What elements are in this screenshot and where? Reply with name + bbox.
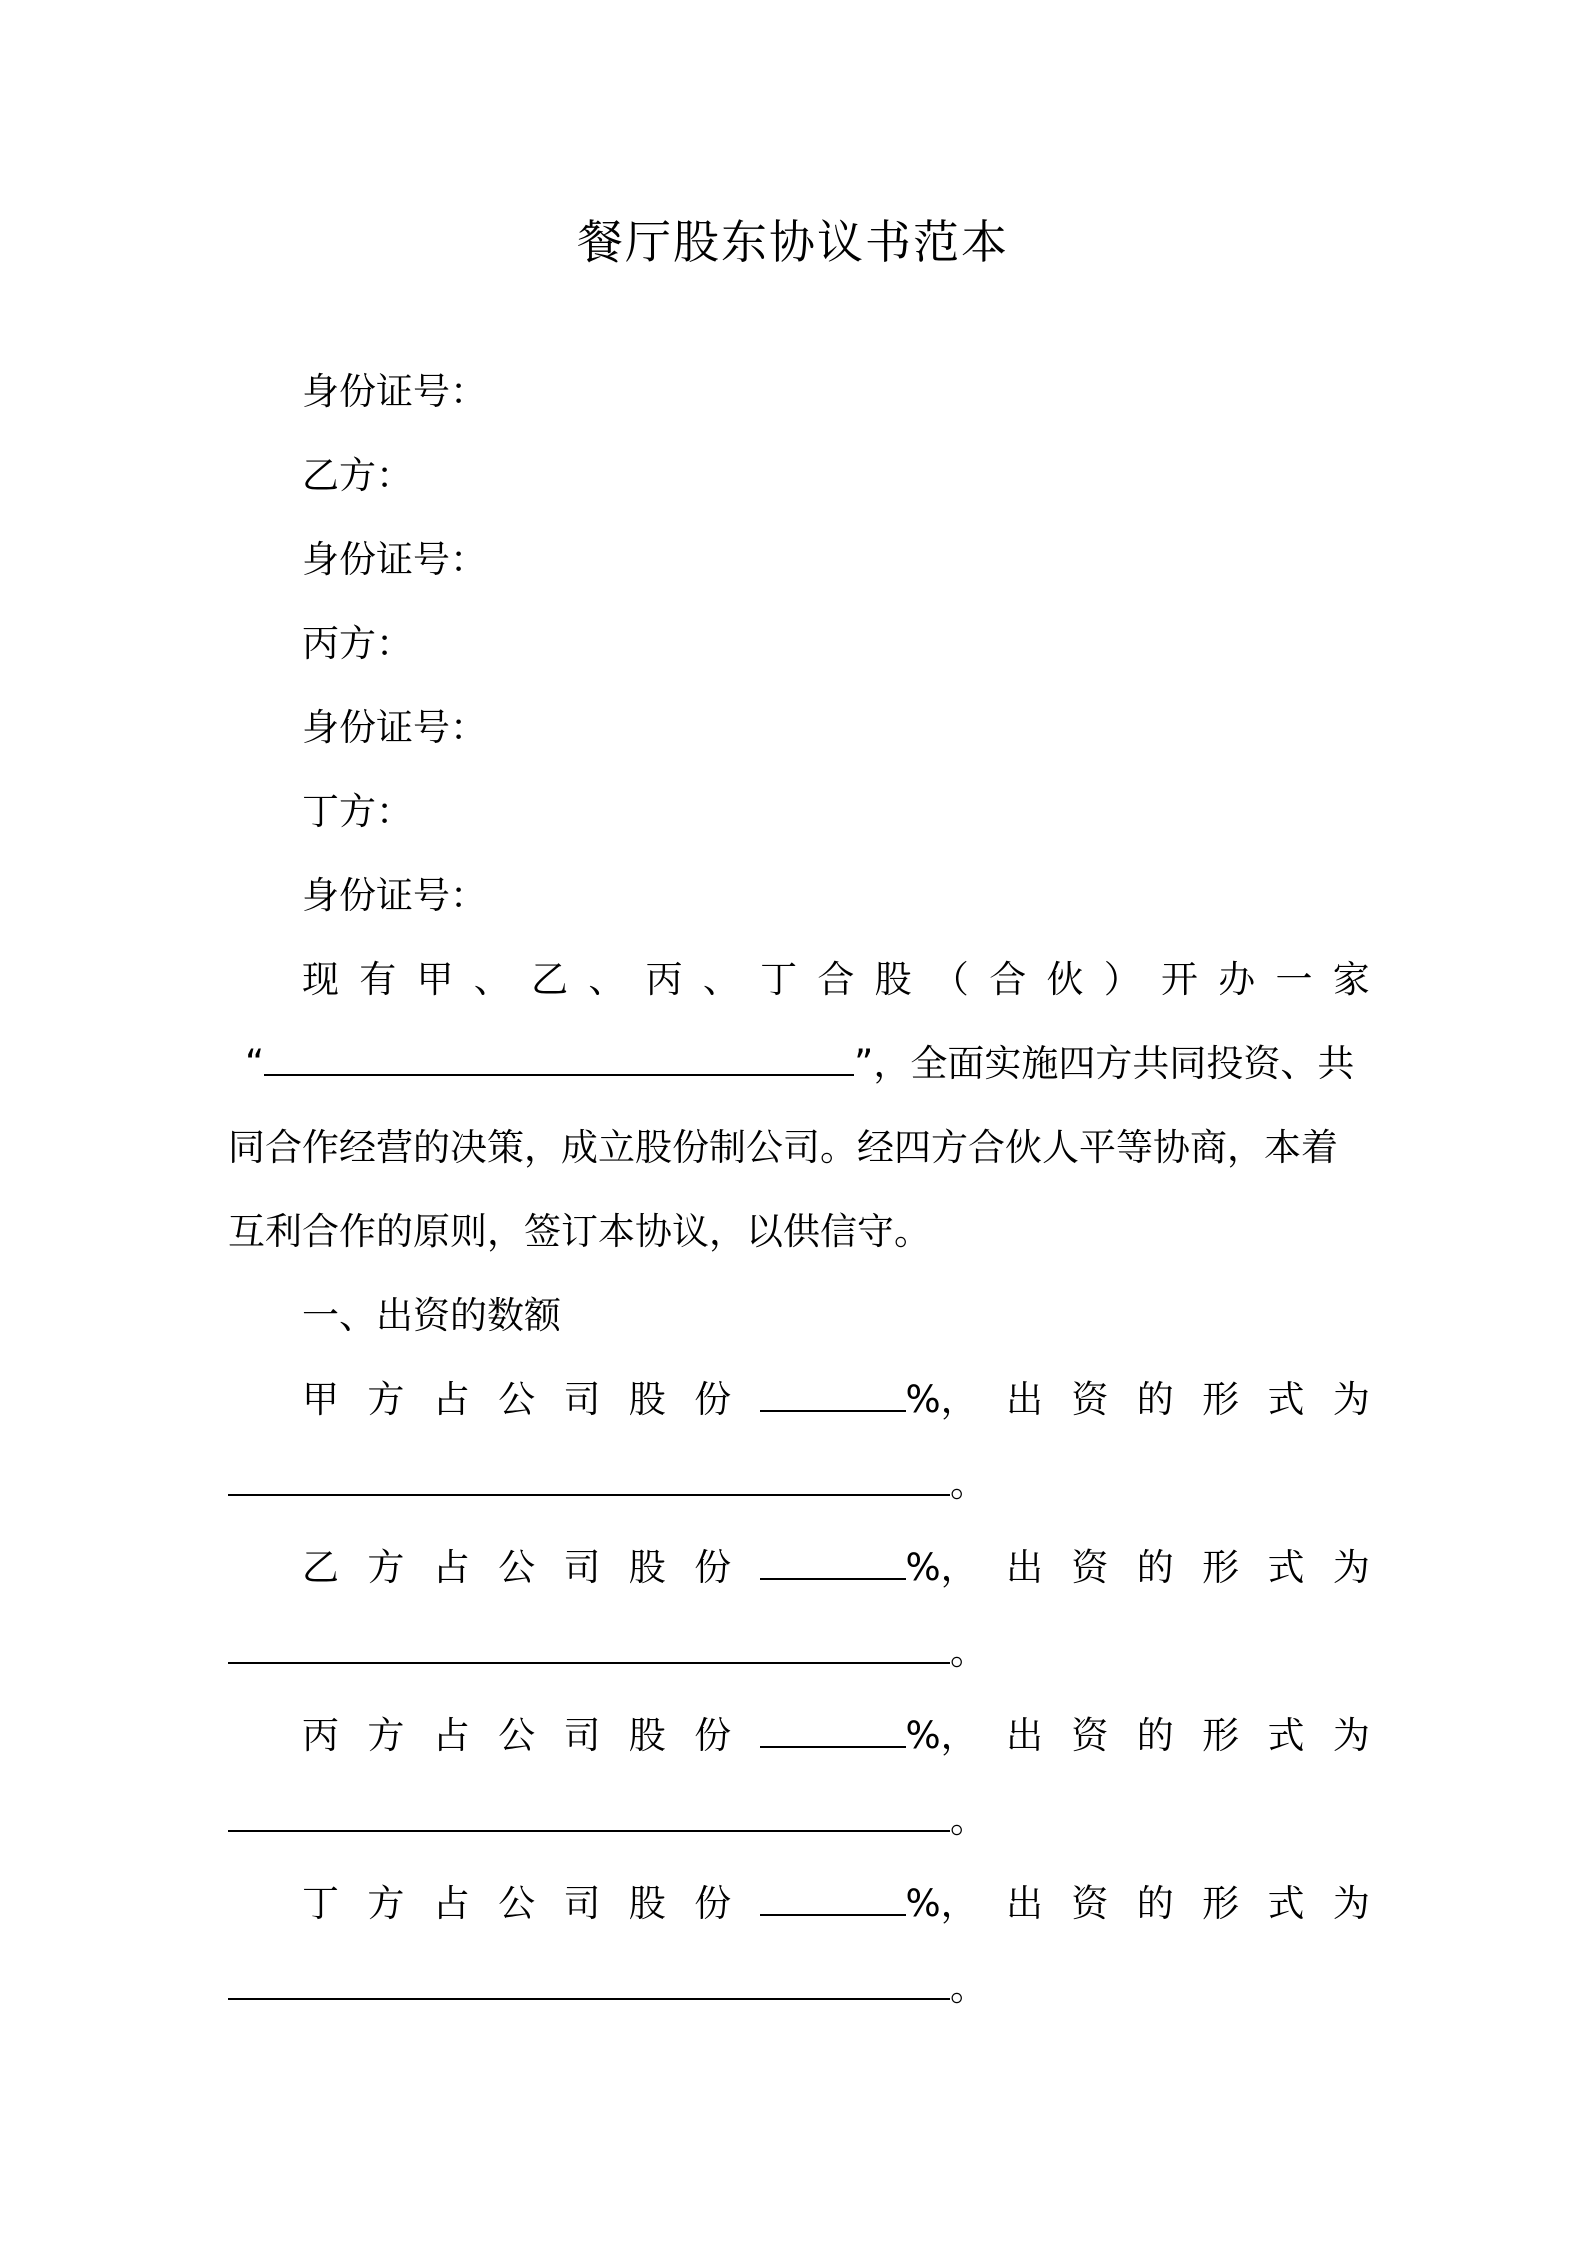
- share-row-char: 丁: [302, 1882, 339, 1925]
- share-row-char: 出: [1006, 1882, 1044, 1925]
- share-row-char: 股: [628, 1882, 666, 1925]
- share-row-char: 的: [1136, 1546, 1174, 1589]
- intro-char: 丁: [760, 958, 798, 1001]
- percent-sign: %，: [905, 1714, 978, 1757]
- share-row-char: 式: [1267, 1546, 1305, 1589]
- intro-char: 、: [473, 958, 511, 1001]
- share-row-char: 公: [498, 1714, 536, 1757]
- intro-char: （: [931, 958, 969, 1001]
- share-row-char: 司: [563, 1882, 601, 1925]
- percent-field: [760, 1880, 978, 1928]
- share-row-char: 司: [563, 1378, 601, 1421]
- share-row-char: 股: [628, 1546, 666, 1589]
- share-row-char: 份: [694, 1882, 732, 1925]
- contribution-form-blank[interactable]: [228, 1800, 950, 1832]
- share-row-char: 份: [694, 1546, 732, 1589]
- intro-char: 办: [1218, 958, 1256, 1001]
- percent-blank[interactable]: [760, 1380, 906, 1412]
- percent-field: [760, 1544, 978, 1592]
- share-row-char: 份: [694, 1378, 732, 1421]
- intro-char: 甲: [416, 958, 454, 1001]
- intro-char: ）: [1103, 958, 1141, 1001]
- share-row-char: 方: [367, 1546, 405, 1589]
- share-row-char: 方: [367, 1714, 405, 1757]
- intro-char: 丙: [645, 958, 683, 1001]
- share-row-char: 的: [1136, 1714, 1174, 1757]
- share-row-char: 司: [563, 1546, 601, 1589]
- intro-char: 合: [817, 958, 855, 1001]
- restaurant-name-blank[interactable]: [264, 1040, 854, 1076]
- intro-line-4: 互利合作的原则，签订本协议，以供信守。: [228, 1210, 931, 1253]
- party-id-label: 身份证号：: [302, 874, 487, 917]
- share-row-char: 式: [1267, 1378, 1305, 1421]
- share-row-char: 司: [563, 1714, 601, 1757]
- share-row-char: 占: [432, 1546, 470, 1589]
- party-id-label: 身份证号：: [302, 706, 487, 749]
- share-row-char: 甲: [302, 1378, 339, 1421]
- share-row-char: 出: [1006, 1378, 1044, 1421]
- party-id-label: 身份证号：: [302, 370, 487, 413]
- contribution-form-line: [228, 1628, 987, 1676]
- share-row-char: 形: [1202, 1882, 1240, 1925]
- contribution-form-line: [228, 1796, 987, 1844]
- share-row-char: 占: [432, 1714, 470, 1757]
- contribution-form-blank[interactable]: [228, 1632, 950, 1664]
- percent-sign: %，: [905, 1378, 978, 1421]
- page-title: 餐厅股东协议书范本: [577, 215, 1009, 269]
- share-row-char: 公: [498, 1882, 536, 1925]
- contribution-form-line: [228, 1964, 987, 2012]
- share-row-char: 为: [1332, 1714, 1370, 1757]
- party-d-label: 丁方：: [302, 790, 413, 833]
- intro-char: 现: [302, 958, 339, 1001]
- percent-sign: %，: [905, 1546, 978, 1589]
- percent-blank[interactable]: [760, 1884, 906, 1916]
- share-row-char: 方: [367, 1882, 405, 1925]
- share-row-char: 出: [1006, 1714, 1044, 1757]
- intro-line-3: 同合作经营的决策，成立股份制公司。经四方合伙人平等协商，本着: [228, 1126, 1338, 1169]
- share-row-char: 资: [1071, 1378, 1109, 1421]
- share-row: [302, 1376, 1370, 1424]
- intro-char: 、: [588, 958, 626, 1001]
- share-row-char: 式: [1267, 1714, 1305, 1757]
- party-id-label: 身份证号：: [302, 538, 487, 581]
- period: 。: [950, 1798, 987, 1841]
- intro-char: 开: [1160, 958, 1198, 1001]
- share-row: [302, 1544, 1370, 1592]
- percent-sign: %，: [905, 1882, 978, 1925]
- share-row: [302, 1880, 1370, 1928]
- share-row-char: 份: [694, 1714, 732, 1757]
- intro-line-2-text: ”，全面实施四方共同投资、共: [854, 1042, 1355, 1085]
- share-row-char: 的: [1136, 1882, 1174, 1925]
- intro-char: 家: [1332, 958, 1370, 1001]
- share-row-char: 股: [628, 1714, 666, 1757]
- percent-blank[interactable]: [760, 1548, 906, 1580]
- contribution-form-blank[interactable]: [228, 1464, 950, 1496]
- share-row-char: 式: [1267, 1882, 1305, 1925]
- percent-field: [760, 1376, 978, 1424]
- section-heading: 一、出资的数额: [302, 1294, 561, 1337]
- party-c-label: 丙方：: [302, 622, 413, 665]
- share-row-char: 方: [367, 1378, 405, 1421]
- intro-char: 乙: [531, 958, 569, 1001]
- period: 。: [950, 1966, 987, 2009]
- share-row-char: 占: [432, 1882, 470, 1925]
- share-row-char: 公: [498, 1546, 536, 1589]
- share-row-char: 形: [1202, 1546, 1240, 1589]
- percent-field: [760, 1712, 978, 1760]
- share-row-char: 为: [1332, 1882, 1370, 1925]
- share-row-char: 公: [498, 1378, 536, 1421]
- share-row: [302, 1712, 1370, 1760]
- intro-char: 有: [359, 958, 397, 1001]
- intro-line-1: [302, 956, 1370, 1004]
- share-row-char: 丙: [302, 1714, 339, 1757]
- share-row-char: 资: [1071, 1546, 1109, 1589]
- percent-blank[interactable]: [760, 1716, 906, 1748]
- intro-line-2: [245, 1040, 1354, 1088]
- quote-open: “: [245, 1042, 265, 1085]
- share-row-char: 为: [1332, 1378, 1370, 1421]
- share-row-char: 资: [1071, 1882, 1109, 1925]
- intro-char: 合: [989, 958, 1027, 1001]
- share-row-char: 形: [1202, 1378, 1240, 1421]
- share-row-char: 出: [1006, 1546, 1044, 1589]
- intro-char: 一: [1275, 958, 1313, 1001]
- share-row-char: 占: [432, 1378, 470, 1421]
- share-row-char: 资: [1071, 1714, 1109, 1757]
- contribution-form-line: [228, 1460, 987, 1508]
- share-row-char: 股: [628, 1378, 666, 1421]
- intro-char: 、: [702, 958, 740, 1001]
- share-row-char: 为: [1332, 1546, 1370, 1589]
- share-row-char: 的: [1136, 1378, 1174, 1421]
- intro-char: 股: [874, 958, 912, 1001]
- share-row-char: 乙: [302, 1546, 339, 1589]
- period: 。: [950, 1630, 987, 1673]
- share-row-char: 形: [1202, 1714, 1240, 1757]
- contribution-form-blank[interactable]: [228, 1968, 950, 2000]
- period: 。: [950, 1462, 987, 1505]
- intro-char: 伙: [1046, 958, 1084, 1001]
- party-b-label: 乙方：: [302, 454, 413, 497]
